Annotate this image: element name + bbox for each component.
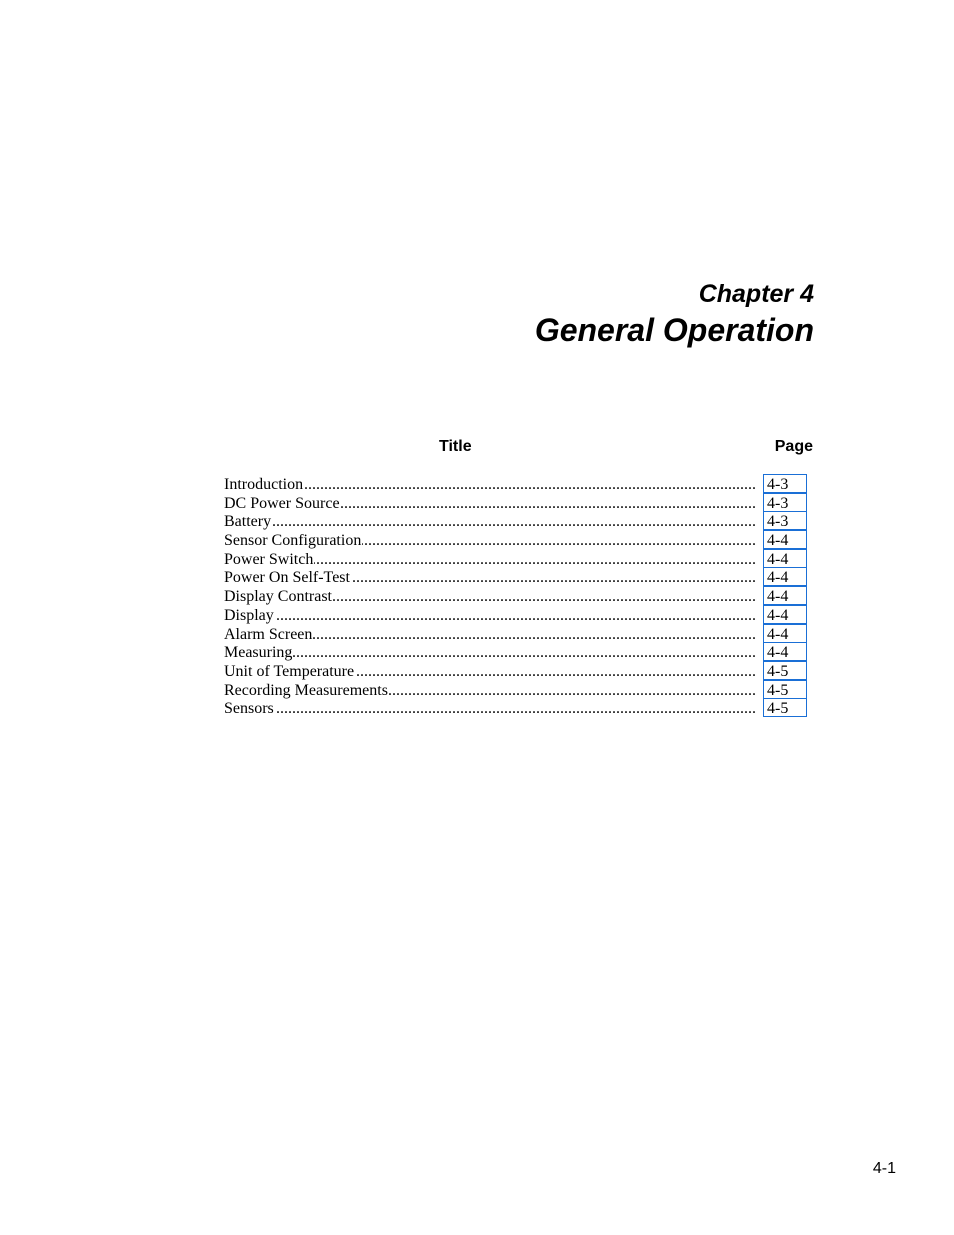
toc-page-link[interactable]: 4-4: [763, 530, 807, 549]
toc-entry: Alarm Screen .....: [224, 626, 757, 645]
toc-row: [224, 569, 814, 588]
toc-row: [224, 700, 814, 719]
toc-row: [224, 644, 814, 663]
toc-row: [224, 495, 814, 514]
toc-page-link[interactable]: 4-5: [763, 661, 807, 680]
toc-row: [224, 607, 814, 626]
toc-page-link[interactable]: 4-3: [763, 474, 807, 493]
toc-page-link[interactable]: 4-5: [763, 698, 807, 717]
toc-page-link[interactable]: 4-4: [763, 549, 807, 568]
toc-row: [224, 588, 814, 607]
toc-page-link[interactable]: 4-3: [763, 511, 807, 530]
toc-row: [224, 626, 814, 645]
toc-entry: Recording Measurements .....: [224, 682, 757, 701]
toc-page-link[interactable]: 4-4: [763, 624, 807, 643]
table-of-contents: [224, 476, 814, 719]
toc-page-link[interactable]: 4-4: [763, 567, 807, 586]
toc-entry: Display Contrast .....: [224, 588, 757, 607]
toc-page-link[interactable]: 4-3: [763, 493, 807, 512]
toc-entry: Display .....: [224, 607, 757, 626]
toc-row: [224, 551, 814, 570]
toc-entry: Sensors .....: [224, 700, 757, 719]
toc-entry: Unit of Temperature .....: [224, 663, 757, 682]
page-number: 4-1: [872, 1160, 896, 1177]
toc-entry: Power Switch .....: [224, 551, 757, 570]
toc-column-page: Page: [774, 438, 813, 455]
chapter-label: Chapter 4: [698, 280, 814, 308]
toc-row: [224, 663, 814, 682]
toc-entry: Measuring .....: [224, 644, 757, 663]
toc-entry: Introduction .....: [224, 476, 757, 495]
toc-row: [224, 682, 814, 701]
toc-entry: Battery .....: [224, 513, 757, 532]
toc-column-title: Title: [439, 438, 472, 455]
toc-row: [224, 476, 814, 495]
toc-entry: DC Power Source .....: [224, 495, 757, 514]
toc-page-link[interactable]: 4-4: [763, 642, 807, 661]
chapter-title: General Operation: [534, 312, 814, 348]
toc-page-link[interactable]: 4-4: [763, 586, 807, 605]
toc-page-link[interactable]: 4-4: [763, 605, 807, 624]
toc-entry: Sensor Configuration .....: [224, 532, 757, 551]
toc-row: [224, 513, 814, 532]
toc-page-link[interactable]: 4-5: [763, 680, 807, 699]
toc-row: [224, 532, 814, 551]
toc-entry: Power On Self-Test .....: [224, 569, 757, 588]
